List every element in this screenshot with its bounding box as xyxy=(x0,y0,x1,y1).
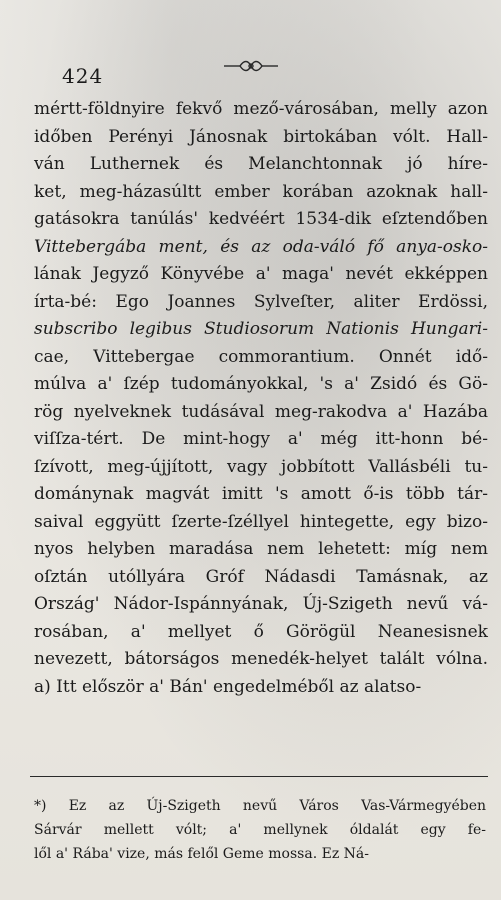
text-line: nyos helyben maradása nem lehetett: míg nem xyxy=(34,539,488,559)
page-number: 424 xyxy=(62,64,104,88)
text-line: nevezett, bátorságos menedék-helyet talált vólna. xyxy=(34,649,488,669)
footnote-line: Sárvár mellett vólt; a' mellynek óldalát egy fe- xyxy=(34,822,486,838)
text-line: subscribo legibus Studiosorum Nationis Hungari- xyxy=(34,319,488,339)
text-line: rög nyelveknek tudásával meg-rakodva a' Hazába xyxy=(34,401,488,422)
text-line: időben Perényi Jánosnak birtokában vólt. Hall- xyxy=(34,126,488,147)
text-line: rosában, a' mellyet ő Görögül Neanesisnek xyxy=(34,621,488,642)
text-line: oſztán utóllyára Gróf Nádasdi Tamásnak, az xyxy=(34,566,488,587)
text-line: a) Itt először a' Bán' engedelméből az alatso- xyxy=(34,676,422,697)
footnote-line: *) Ez az Új-Szigeth nevű Város Vas-Vármegyében xyxy=(34,798,486,814)
ornament-flourish xyxy=(222,58,280,74)
text-line: írta-bé: Ego Joannes Sylveſter, aliter Erdössi, xyxy=(34,291,488,312)
text-line: ván Luthernek és Melanchtonnak jó híre- xyxy=(34,154,488,174)
text-line: gatásokra tanúlás' kedvéért 1534-dik eſztendőben xyxy=(34,209,488,229)
text-line: múlva a' ſzép tudományokkal, 's a' Zsidó és Gö- xyxy=(34,374,488,394)
text-line: Vittebergába ment, és az oda-váló fő anya-osko- xyxy=(34,236,488,257)
text-line: ſzívott, meg-újjított, vagy jobbított Vallásbéli tu- xyxy=(34,456,488,477)
main-text xyxy=(34,96,488,701)
text-line: dománynak magvát imitt 's amott ő-is több tár- xyxy=(34,484,488,504)
text-line: lának Jegyző Könyvébe a' maga' nevét ekképpen xyxy=(34,264,488,284)
text-line: viſſza-tért. De mint-hogy a' még itt-honn bé- xyxy=(34,429,488,449)
text-line: mértt-földnyire fekvő mező-városában, melly azon xyxy=(34,99,488,119)
text-line: Ország' Nádor-Ispánnyának, Új-Szigeth nevű vá- xyxy=(34,594,488,614)
footnote-divider xyxy=(30,776,488,777)
footnote-line: lől a' Rába' vize, más felől Geme mossa. Ez Ná- xyxy=(34,846,369,862)
text-line: saival eggyütt ſzerte-ſzéllyel hintegette, egy bizo- xyxy=(34,511,488,532)
footnote xyxy=(34,794,486,866)
text-line: cae, Vittebergae commorantium. Onnét idő- xyxy=(34,346,488,367)
text-line: ket, meg-házasúltt ember korában azoknak hall- xyxy=(34,181,488,202)
